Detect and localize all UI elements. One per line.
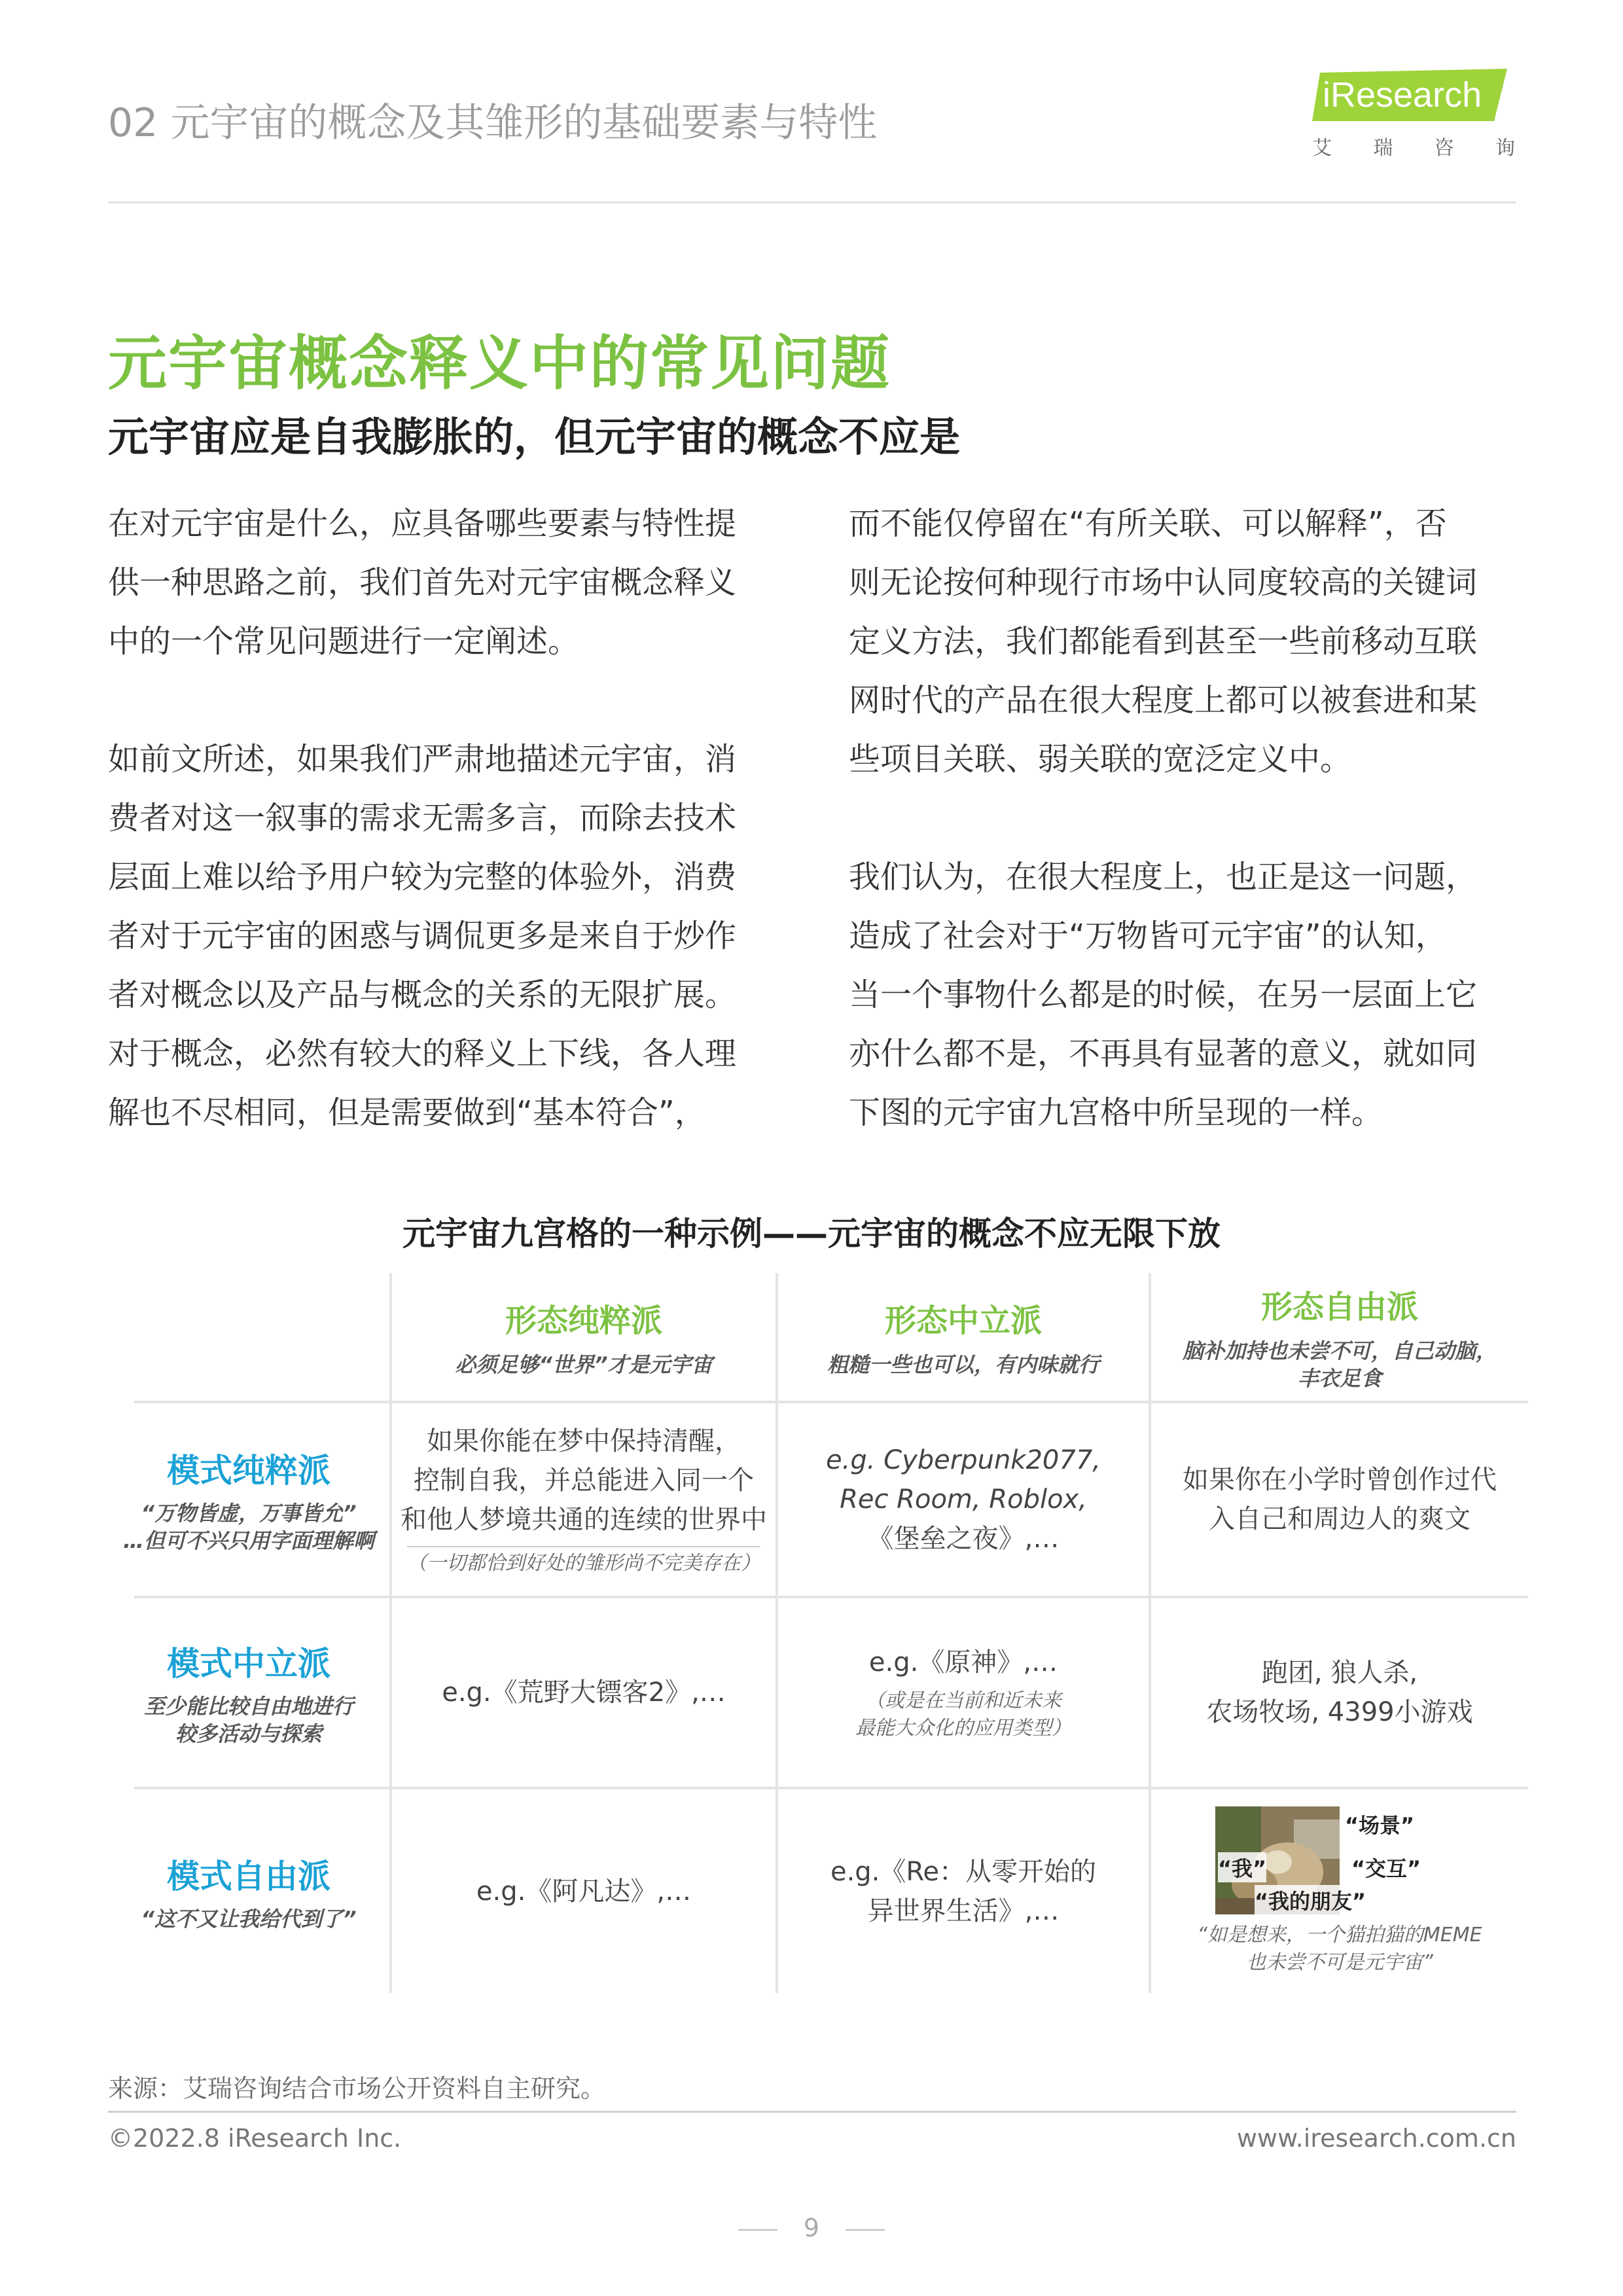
row-title: 模式纯粹派: [167, 1452, 330, 1490]
body-line: 而不能仅停留在“有所关联、可以解释”，否: [849, 505, 1447, 542]
grid-cell-r3c2: [778, 1789, 1149, 1993]
meme-caption-line: “如是想来，一个猫拍猫的MEME: [1197, 1923, 1482, 1946]
body-line: 如前文所述，如果我们严肃地描述元宇宙，消: [108, 741, 737, 778]
cell-line: 如果你能在梦中保持清醒，: [427, 1426, 741, 1456]
meme-caption: [1197, 1922, 1482, 1977]
grid-cell-r2c3: [1151, 1598, 1528, 1787]
nine-grid-table: [108, 1273, 1528, 1993]
meme-label-friend: “我的朋友”: [1255, 1885, 1366, 1915]
body-line: 我们认为，在很大程度上，也正是这一问题，: [849, 859, 1478, 895]
copyright: ©2022.8 iResearch Inc.: [108, 2124, 402, 2153]
column-title: 形态纯粹派: [505, 1302, 662, 1339]
source-note: 来源：艾瑞咨询结合市场公开资料自主研究。: [108, 2074, 606, 2103]
body-line: 对于概念，必然有较大的释义上下线，各人理: [108, 1035, 737, 1072]
grid-cell-r3c1: [392, 1789, 776, 1993]
body-line: 中的一个常见问题进行一定阐述。: [108, 623, 580, 660]
page-dash: [738, 2229, 777, 2231]
cell-text: [401, 1422, 767, 1539]
row-header-mode-free: [108, 1789, 389, 1993]
body-line: 层面上难以给予用户较为完整的体验外，消费: [108, 859, 737, 895]
body-line: 些项目关联、弱关联的宽泛定义中。: [849, 741, 1352, 778]
grid-cell-r1c2: [778, 1403, 1149, 1596]
row-title: 模式自由派: [167, 1857, 330, 1895]
grid-cell-r1c1: [392, 1403, 776, 1596]
cell-note-line: 最能大众化的应用类型）: [855, 1717, 1071, 1740]
header-divider: [108, 202, 1516, 204]
body-line: 亦什么都不是，不再具有显著的意义，就如同: [849, 1035, 1478, 1072]
body-column-left: [108, 494, 782, 1142]
cell-line: 《堡垒之夜》,…: [867, 1524, 1060, 1554]
cell-line: e.g.《Re：从零开始的: [830, 1856, 1097, 1887]
logo-char: 询: [1495, 137, 1515, 160]
cell-text: [1183, 1460, 1497, 1539]
body-line: 费者对这一叙事的需求无需多言，而除去技术: [108, 800, 737, 836]
column-subtitle: 必须足够“世界”才是元宇宙: [455, 1352, 713, 1377]
cell-line: e.g.《原神》,…: [868, 1647, 1058, 1677]
website-link[interactable]: www.iresearch.com.cn: [1236, 2124, 1516, 2153]
column-title: 形态自由派: [1260, 1289, 1418, 1325]
body-line: 则无论按何种现行市场中认同度较高的关键词: [849, 564, 1478, 601]
column-title: 形态中立派: [884, 1302, 1042, 1339]
row-subtitle-line: “这不又让我给代到了”: [141, 1906, 357, 1931]
column-header-form-neutral: [778, 1273, 1149, 1401]
cat-meme: [1209, 1806, 1471, 1918]
cell-text: [1206, 1653, 1472, 1732]
cell-line: 如果你在小学时曾创作过代: [1183, 1465, 1497, 1495]
row-subtitle: [144, 1693, 353, 1748]
body-line: 供一种思路之前，我们首先对元宇宙概念释义: [108, 564, 737, 601]
logo-char: 瑞: [1373, 137, 1393, 160]
row-subtitle: [123, 1499, 374, 1554]
body-line: 者对于元宇宙的困惑与调侃更多是来自于炒作: [108, 918, 737, 954]
cell-line: e.g.《阿凡达》,…: [476, 1876, 692, 1907]
body-line: 定义方法，我们都能看到甚至一些前移动互联: [849, 623, 1478, 660]
meme-label-me: “我”: [1218, 1852, 1266, 1882]
page-title: 元宇宙概念释义中的常见问题: [108, 329, 891, 398]
column-subtitle-line: 丰衣足食: [1297, 1366, 1382, 1391]
row-header-mode-neutral: [108, 1598, 389, 1787]
grid-cell-r2c2: [778, 1598, 1149, 1787]
iresearch-logo: [1306, 62, 1522, 160]
cell-line: Rec Room, Roblox,: [840, 1484, 1087, 1515]
logo-char: 艾: [1312, 137, 1332, 160]
grid-cell-r2c1: [392, 1598, 776, 1787]
section-header: 02 元宇宙的概念及其雏形的基础要素与特性: [108, 100, 878, 146]
body-line: 网时代的产品在很大程度上都可以被套进和某: [849, 682, 1478, 719]
cell-line: 农场牧场, 4399小游戏: [1206, 1697, 1473, 1727]
row-title: 模式中立派: [167, 1645, 330, 1683]
logo-subtitle: [1312, 132, 1515, 160]
column-header-form-free: [1151, 1273, 1528, 1401]
footer-divider: [108, 2111, 1516, 2113]
cell-line: e.g.《荒野大镖客2》,…: [442, 1677, 726, 1708]
cell-line: 异世界生活》,…: [867, 1895, 1060, 1926]
grid-cell-r1c3: [1151, 1403, 1528, 1596]
row-subtitle-line: 较多活动与探索: [175, 1721, 322, 1746]
body-line: 者对概念以及产品与概念的关系的无限扩展。: [108, 977, 737, 1013]
logo-text: iResearch: [1323, 75, 1482, 115]
cell-line: 跑团, 狼人杀,: [1261, 1658, 1418, 1688]
page-dash: [846, 2229, 885, 2231]
cell-text: [826, 1441, 1101, 1558]
logo-wordmark: [1306, 69, 1508, 121]
column-subtitle: [1183, 1337, 1497, 1392]
column-header-form-pure: [392, 1273, 776, 1401]
meme-label-interact: “交互”: [1351, 1856, 1421, 1881]
cell-note: [855, 1687, 1071, 1742]
row-subtitle-line: 至少能比较自由地进行: [143, 1694, 353, 1719]
grid-cell-r3c3: [1151, 1789, 1528, 1993]
body-line: 当一个事物什么都是的时候，在另一层面上它: [849, 977, 1478, 1013]
body-line: 解也不尽相同，但是需要做到“基本符合”，: [108, 1094, 706, 1131]
meme-caption-line: 也未尝不可是元宇宙”: [1246, 1950, 1433, 1974]
column-subtitle-line: 脑补加持也未尝不可，自己动脑，: [1182, 1338, 1497, 1363]
cell-line: 和他人梦境共通的连续的世界中: [401, 1505, 767, 1535]
cell-line: e.g. Cyberpunk2077,: [826, 1445, 1101, 1475]
body-line: 下图的元宇宙九宫格中所呈现的一样。: [849, 1094, 1383, 1131]
body-column-right: [849, 494, 1523, 1142]
cell-note: （一切都恰到好处的雏形尚不完美存在）: [407, 1546, 760, 1577]
row-header-mode-pure: [108, 1403, 389, 1596]
cell-text: [830, 1852, 1096, 1931]
meme-label-scene: “场景”: [1345, 1812, 1415, 1838]
column-subtitle: 粗糙一些也可以，有内味就行: [827, 1352, 1099, 1377]
cell-note-line: （或是在当前和近未来: [865, 1689, 1061, 1712]
cell-line: 控制自我，并总能进入同一个: [414, 1465, 754, 1496]
body-line: 造成了社会对于“万物皆可元宇宙”的认知，: [849, 918, 1447, 954]
figure-title: 元宇宙九宫格的一种示例——元宇宙的概念不应无限下放: [402, 1215, 1221, 1253]
logo-char: 咨: [1434, 137, 1454, 160]
page-number-text: 9: [803, 2214, 820, 2242]
page-number: [0, 2214, 1623, 2242]
page-subtitle: 元宇宙应是自我膨胀的，但元宇宙的概念不应是: [108, 413, 961, 461]
row-subtitle: [141, 1905, 356, 1933]
row-subtitle-line: “万物皆虚，万事皆允”: [141, 1501, 357, 1526]
cell-line: 入自己和周边人的爽文: [1209, 1504, 1471, 1534]
body-line: 在对元宇宙是什么，应具备哪些要素与特性提: [108, 505, 737, 542]
row-subtitle-line: …但可不兴只用字面理解啊: [122, 1528, 374, 1553]
